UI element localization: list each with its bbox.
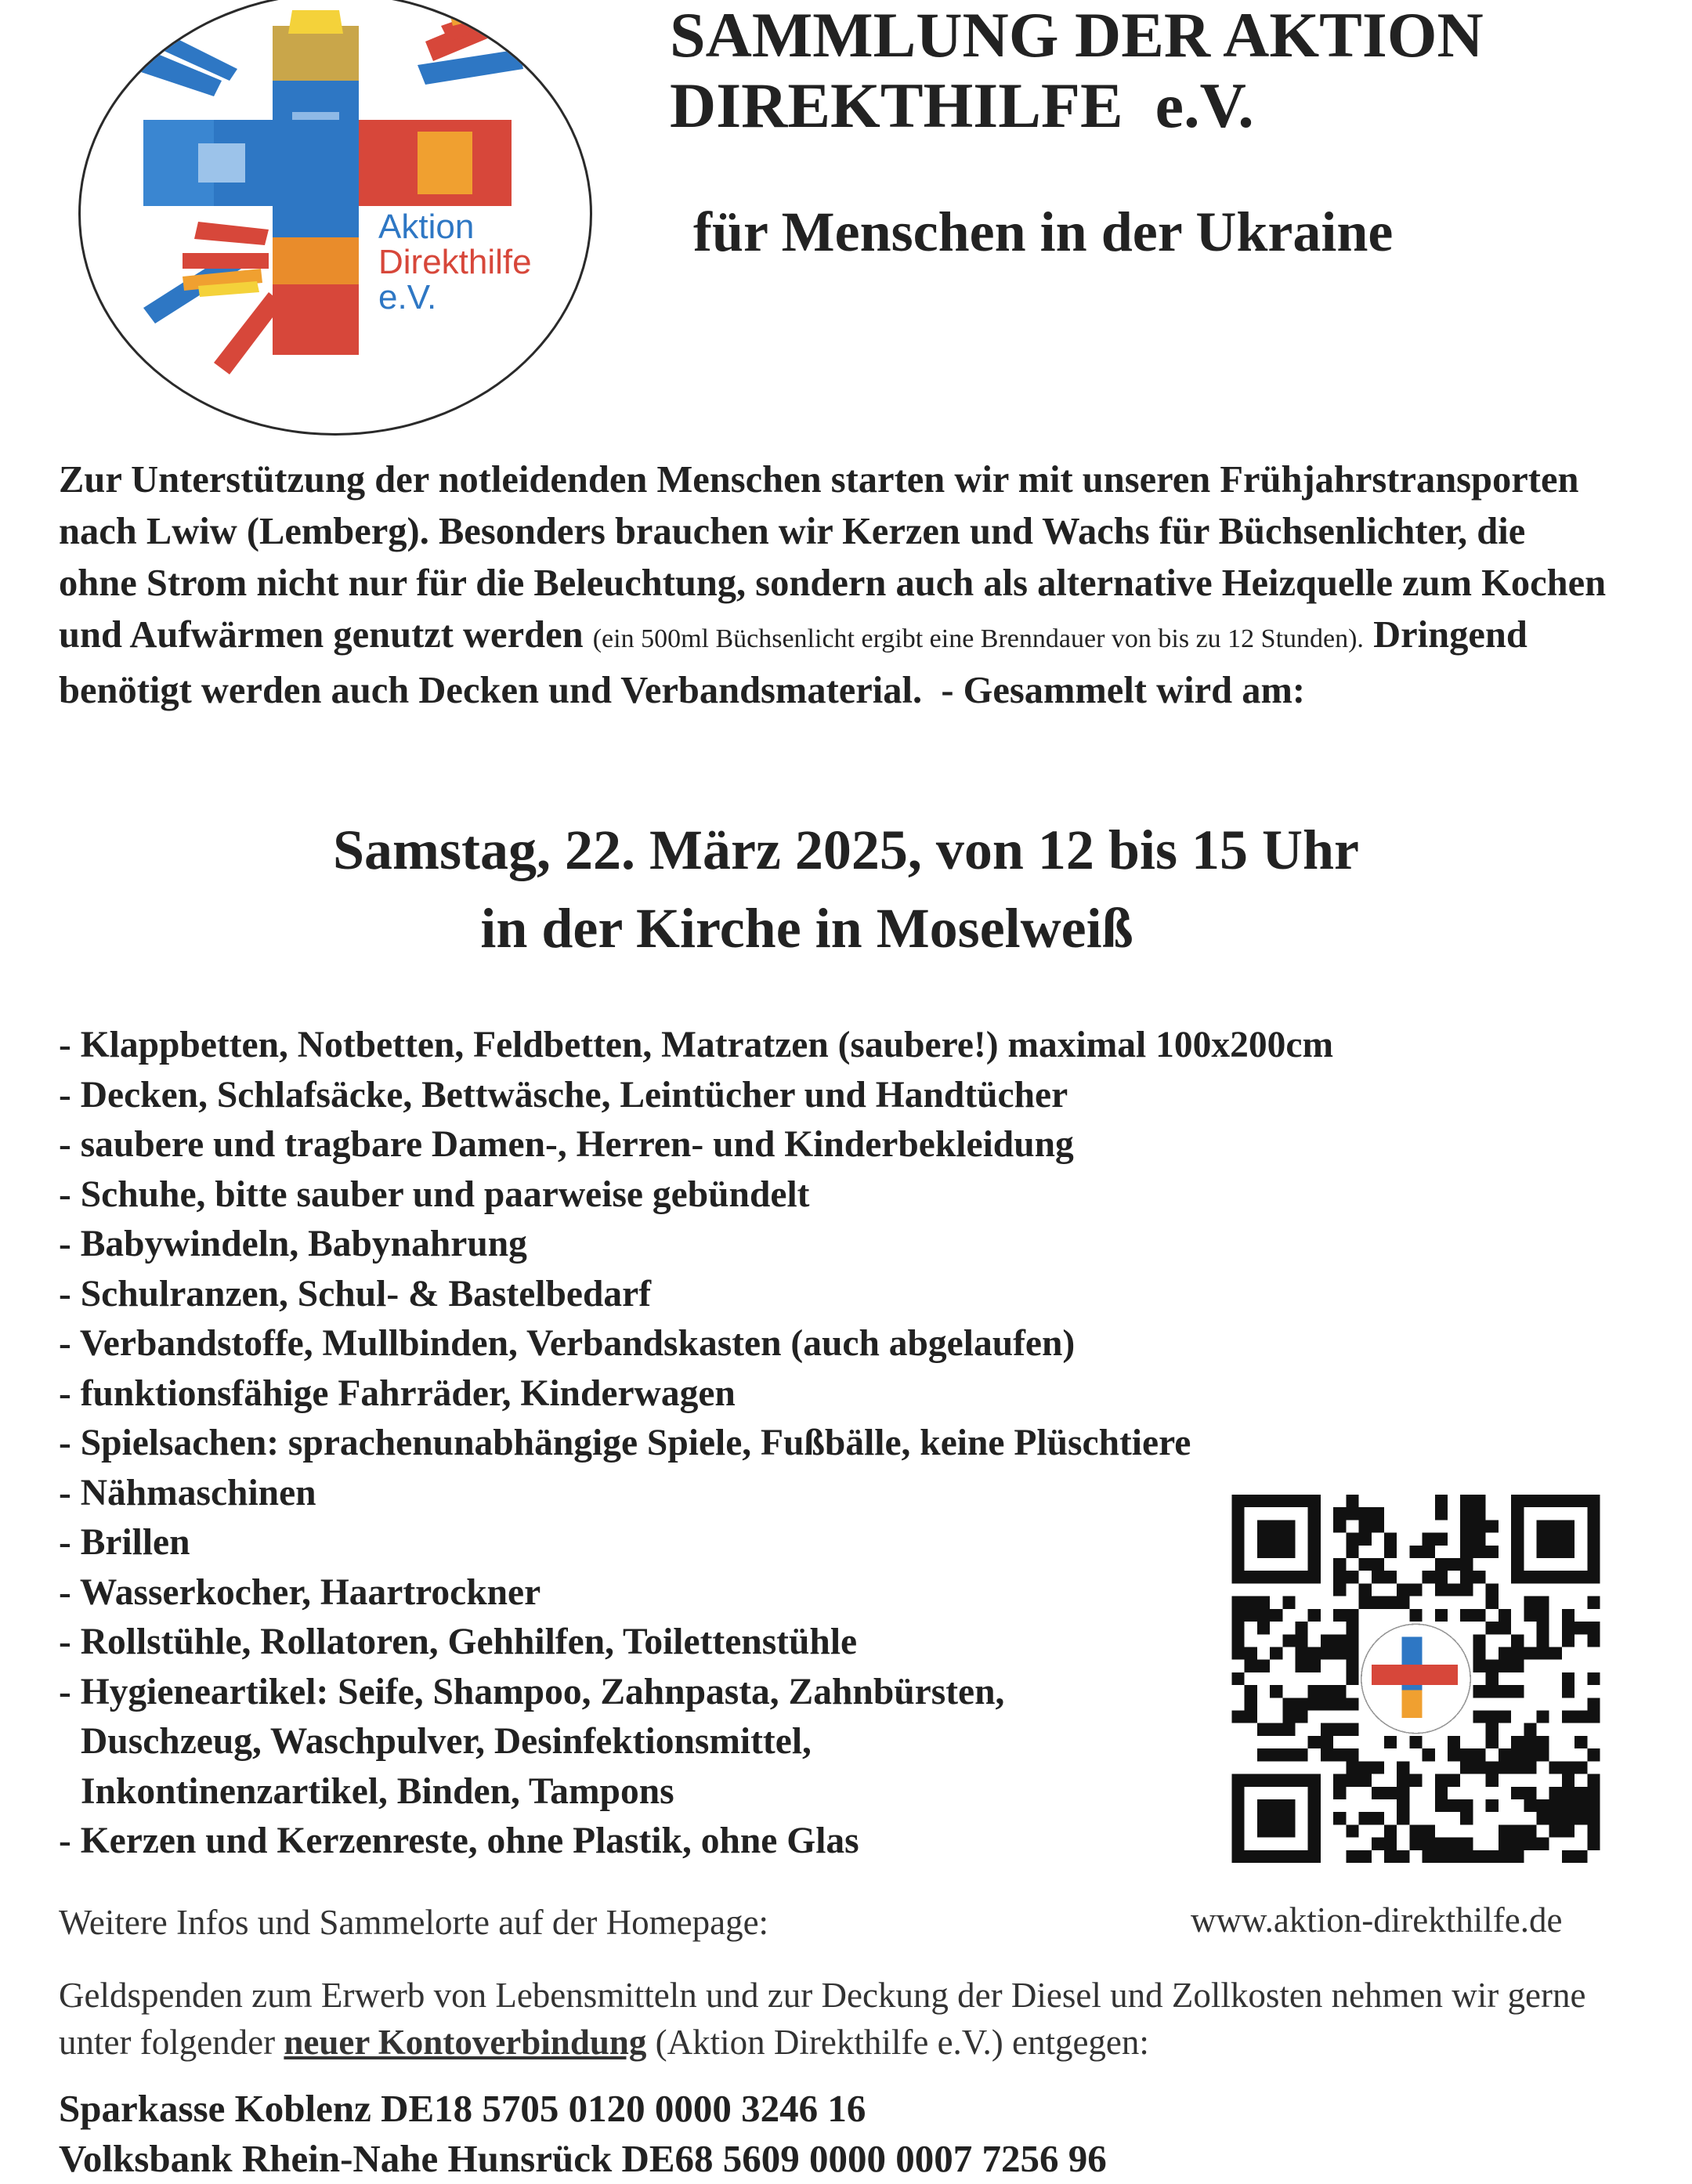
list-item: - Schuhe, bitte sauber und paarweise gebündelt [59,1173,810,1215]
donation-paragraph [59,1972,1641,2066]
homepage-info-text: Weitere Infos und Sammelorte auf der Homepage: [59,1903,769,1942]
intro-text-part-2: Dringend benötigt werden auch Decken und Verbandsmaterial. - Gesammelt wird am: [59,614,1537,711]
bank-account-volksbank: Volksbank Rhein-Nahe Hunsrück DE68 5609 0000 0007 7256 96 [59,2137,1107,2180]
list-item: - Wasserkocher, Haartrockner [59,1571,541,1613]
list-item: - Brillen [59,1522,190,1563]
list-item: - Kerzen und Kerzenreste, ohne Plastik, ohne Glas [59,1821,859,1861]
logo-wordmark [378,210,532,316]
logo-line-ev: e.V. [378,277,437,316]
page-title-line-2: DIREKTHILFE e.V. [670,70,1254,142]
logo-line-direkthilfe: Direkthilfe [378,242,532,281]
page-title [670,0,1657,141]
list-item-continued: Duschzeug, Waschpulver, Desinfektionsmittel, [81,1721,812,1762]
page-subtitle: für Menschen in der Ukraine [693,201,1394,263]
logo-line-aktion: Aktion [378,208,475,246]
list-item: - saubere und tragbare Damen-, Herren- und Kinderbekleidung [59,1124,1074,1165]
list-item: - Schulranzen, Schul- & Bastelbedarf [59,1273,652,1314]
list-item: - funktionsfähige Fahrräder, Kinderwagen [59,1372,736,1414]
list-item: - Rollstühle, Rollatoren, Gehhilfen, Toilettenstühle [59,1622,858,1662]
list-item: - Decken, Schlafsäcke, Bettwäsche, Leintücher und Handtücher [59,1074,1068,1116]
list-item: - Nähmaschinen [59,1472,316,1513]
event-announcement [0,811,1692,967]
new-account-highlight: neuer Kontoverbindung [284,2023,647,2062]
bank-accounts [59,2084,1547,2184]
qr-code-icon[interactable] [1230,1495,1602,1863]
page-title-line-1: SAMMLUNG DER AKTION [670,0,1484,71]
donation-text-part-2: (Aktion Direkthilfe e.V.) entgegen: [646,2023,1149,2062]
qr-code-graphic [1230,1495,1602,1863]
organization-logo [78,0,592,436]
list-item: - Babywindeln, Babynahrung [59,1224,527,1264]
intro-note: (ein 500ml Büchsenlicht ergibt eine Brenndauer von bis zu 12 Stunden). [592,624,1364,653]
intro-text-part-1: Zur Unterstützung der notleidenden Menschen starten wir mit unseren Frühjahrstransporten nach Lwiw (Lemberg). Besonders brauchen wir Kerzen und Wachs für Büchsenlichter, die ohne Strom nicht nur für die Beleuchtung, sondern auch als alternative Heizquelle zum Kochen und Aufwärmen genutzt werden [59,459,1607,656]
intro-paragraph [59,454,1610,717]
list-item: - Hygieneartikel: Seife, Shampoo, Zahnpasta, Zahnbürsten, [59,1671,1005,1712]
event-location: in der Kirche in Moselweiß [480,897,1133,960]
list-item: - Klappbetten, Notbetten, Feldbetten, Matratzen (saubere!) maximal 100x200cm [59,1025,1334,1065]
event-date: Samstag, 22. März 2025, von 12 bis 15 Uhr [333,819,1359,881]
list-item: - Spielsachen: sprachenunabhängige Spiele, Fußbälle, keine Plüschtiere [59,1423,1191,1463]
donation-text-part-1: Geldspenden zum Erwerb von Lebensmitteln und zur Deckung der Diesel und Zollkosten nehmen wir gerne unter folgender [59,1976,1586,2062]
list-item: - Verbandstoffe, Mullbinden, Verbandskasten (auch abgelaufen) [59,1323,1076,1364]
homepage-url-link[interactable]: www.aktion-direkthilfe.de [1191,1900,1563,1940]
list-item-continued: Inkontinenzartikel, Binden, Tampons [81,1770,674,1812]
bank-account-sparkasse: Sparkasse Koblenz DE18 5705 0120 0000 3246 16 [59,2087,866,2130]
